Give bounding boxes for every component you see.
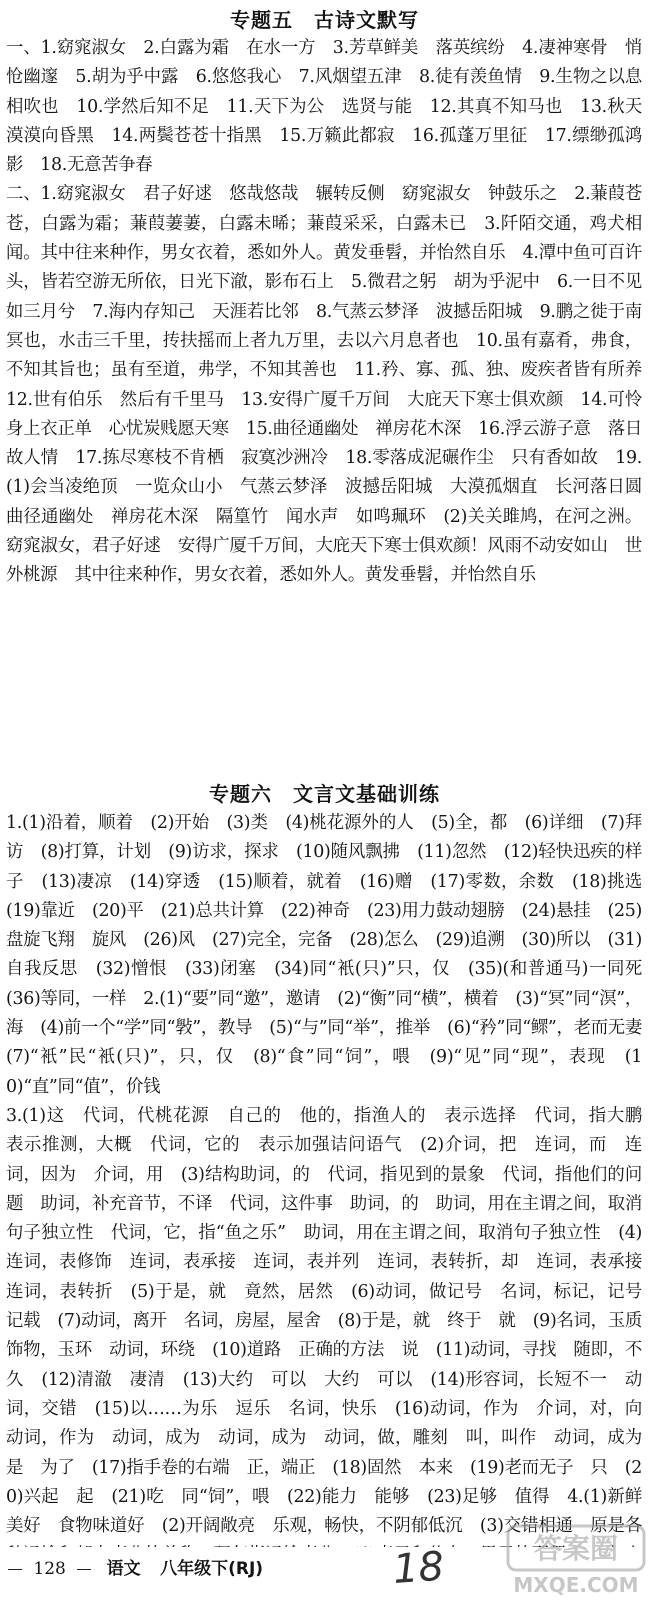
section5-part2: 二、1.窈窕淑女 君子好逑 悠哉悠哉 辗转反侧 窈窕淑女 钟鼓乐之 2.蒹葭苍苍，白露为霜；蒹葭萋萋，白露未晞；蒹葭采采，白露未已 3.阡陌交通，鸡犬相闻。其中往来种作，男女衣着，悉如外人。黄发垂髫，并怡然自乐 4.潭中鱼可百许头，皆若空游无所依，日光下澈，影布石上 5.微君之躬 胡为乎泥中 6.一日不见 如三月兮 7.海内存知己 天涯若比邻 8.气蒸云梦泽 波撼岳阳城 9.鹏之徙于南冥也，水击三千里，抟扶摇而上者九万里，去以六月息者也 10.虽有嘉肴，弗食，不知其旨也；虽有至道，弗学，不知其善也 11.矜、寡、孤、独、废疾者皆有所养 12.世有伯乐 然后有千里马 13.安得广厦千万间 大庇天下寒士俱欢颜 14.可怜身上衣正单 心忧炭贱愿天寒 15.曲径通幽处 禅房花木深 16.浮云游子意 落日故人情 17.拣尽寒枝不肯栖 寂寞沙洲冷 18.零落成泥碾作尘 只有香如故 19.(1)会当凌绝顶 一览众山小 气蒸云梦泽 波撼岳阳城 大漠孤烟直 长河落日圆 曲径通幽处 禅房花木深 隔篁竹 闻水声 如鸣珮环 (2)关关雎鸠，在河之洲。窈窕淑女，君子好逑 安得广厦千万间，大庇天下寒士俱欢颜！风雨不动安如山 世外桃源 其中往来种作，男女衣着，悉如外人。黄发垂髫，并怡然自乐: [6, 184, 642, 586]
footer-grade: 八年级下(RJ): [160, 1559, 264, 1579]
page-number: 128: [33, 1559, 66, 1579]
page-footer: [8, 1552, 568, 1586]
watermark-mark: [508, 1526, 644, 1597]
watermark-bottom-text: MXQE.COM: [513, 1573, 639, 1597]
section6-body: [6, 809, 642, 1547]
footer-dash-left: [8, 1569, 22, 1570]
section6-title: 专题六 文言文基础训练: [209, 782, 440, 806]
section5-body: [6, 34, 642, 764]
footer-subject: 语文: [106, 1559, 141, 1579]
site-watermark-logo: [506, 1524, 646, 1598]
section5-part1: 一、1.窈窕淑女 2.白露为霜 在水一方 3.芳草鲜美 落英缤纷 4.凄神寒骨 悄怆幽邃 5.胡为乎中露 6.悠悠我心 7.风烟望五津 8.徒有羡鱼情 9.生物之以息相吹也 10.学然后知不足 11.天下为公 选贤与能 12.其真不知马也 13.秋天漠漠向昏黑 14.两鬓苍苍十指黑 15.万籁此都寂 16.孤蓬万里征 17.缥缈孤鸿影 18.无意苦争春: [6, 38, 642, 176]
section6-part1: 1.(1)沿着，顺着 (2)开始 (3)类 (4)桃花源外的人 (5)全，都 (6)详细 (7)拜访 (8)打算，计划 (9)访求，探求 (10)随风飘拂 (11)忽然 (12)轻快迅疾的样子 (13)凄凉 (14)穿透 (15)顺着，就着 (16)赠 (17)零数，余数 (18)挑选 (19)靠近 (20)平 (21)总共计算 (22)神奇 (23)用力鼓动翅膀 (24)悬挂 (25)盘旋飞翔 旋风 (26)风 (27)完全，完备 (28)怎么 (29)追溯 (30)所以 (31)自我反思 (32)憎恨 (33)闭塞 (34)同“衹(只)”只，仅 (35)(和普通马)一同死 (36)等同，一样 2.(1)“要”同“邀”，邀请 (2)“衡”同“横”，横着 (3)“冥”同“溟”，海 (4)前一个“学”同“斅”，教导 (5)“与”同“举”，推举 (6)“矜”同“鳏”，老而无妻 (7)“衹”民“衹(只)”，只，仅 (8)“食”同“饲”，喂 (9)“见”同“现”，表现 (10)“直”同“值”，价钱: [6, 813, 642, 1097]
section6-part2: 3.(1)这 代词，代桃花源 自己的 他的，指渔人的 表示选择 代词，指大鹏 表示推测，大概 代词，它的 表示加强诘问语气 (2)介词，把 连词，而 连词，因为 介词，用 (3)结构助词，的 代词，指见到的景象 代词，指他们的问题 助词，补充音节，不译 代词，这件事 助词，的 助词，用在主谓之间，取消句子独立性 代词，它，指“鱼之乐” 助词，用在主谓之间，取消句子独立性 (4)连词，表修饰 连词，表承接 连词，表并列 连词，表转折，却 连词，表承接 连词，表转折 (5)于是，就 竟然，居然 (6)动词，做记号 名词，标记，记号 记载 (7)动词，离开 名词，房屋，屋舍 (8)于是，就 终于 就 (9)名词，玉质饰物，玉环 动词，环绕 (10)道路 正确的方法 说 (11)动词，寻找 随即，不久 (12)清澈 凄清 (13)大约 可以 大约 可以 (14)形容词，长短不一 动词，交错 (15)以……为乐 逗乐 名词，快乐 (16)动词，作为 介词，对，向 动词，作为 动词，成为 动词，成为 动词，做，雕刻 叫，叫作 动词，成为 是 为了 (17)指手卷的右端 正，端正 (18)固然 本来 (19)老而无子 只 (20)兴起 起 (21)吃 同“饲”，喂 (22)能力 能够 (23)足够 值得 4.(1)新鲜美好 食物味道好 (2)开阔敞亮 乐观，畅快，不阴郁低沉 (3)交错相通 原是各: [6, 1105, 642, 1537]
watermark-top-text: 答案圈: [533, 1532, 619, 1565]
section5-title: 专题五 古诗文默写: [230, 8, 419, 32]
footer-dash-right: [77, 1569, 91, 1570]
handwritten-page-note: 18: [391, 1543, 446, 1594]
